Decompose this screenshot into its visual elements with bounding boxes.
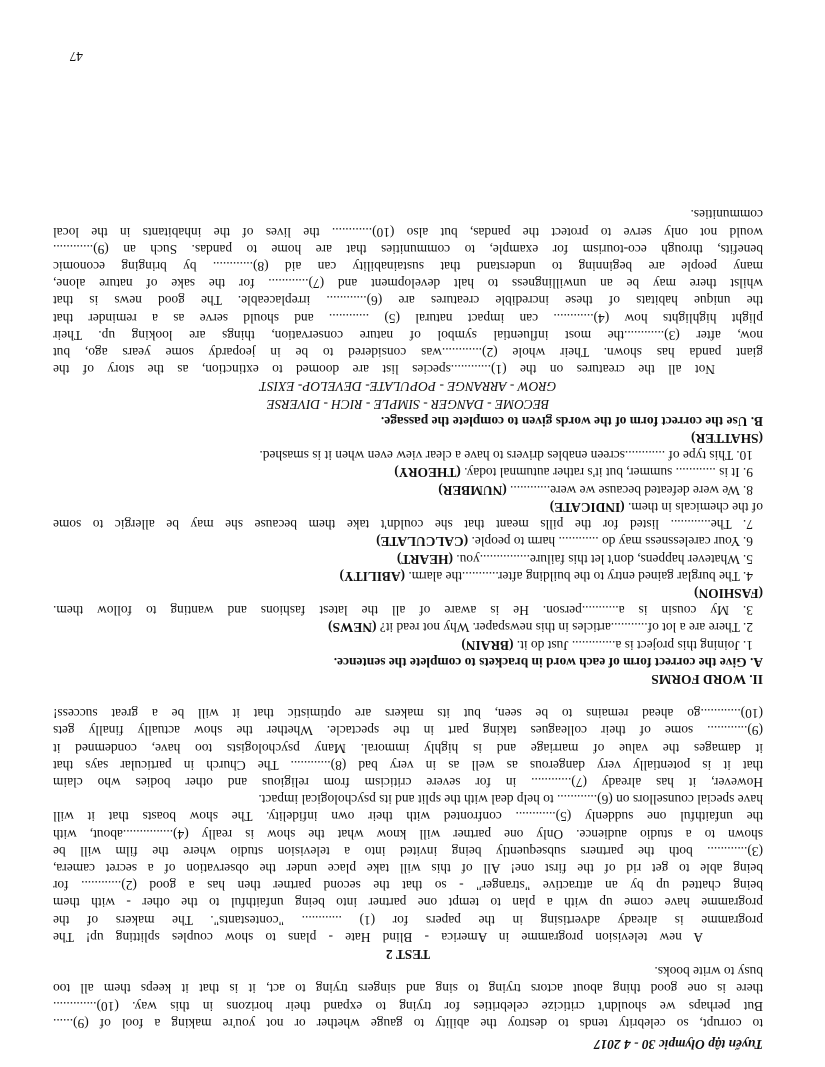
question-word: (INDICATE) (549, 499, 625, 515)
word-bank-line: GROW - ARRANGE - POPULATE- DEVELOP- EXIST (259, 379, 557, 395)
text-line: A new television programme in America - Blind Hate - plans to show couples splitting up! The (53, 929, 703, 945)
text-line: programme is already advertising in the papers for (1) ............ "contestants". The makers of the (53, 912, 763, 928)
text-line: (3)............ both the partners subsequently being invited into a television studio where the film will be (53, 843, 763, 859)
question-item (53, 602, 763, 619)
question-word: (SHATTER) (691, 431, 763, 447)
text-line: there is one good thing about actors trying to sing and singers trying to act, it is that it keeps them all too (53, 981, 763, 997)
question-word: (FASHION) (694, 585, 763, 601)
question-item (53, 447, 763, 464)
text-line: it damages the value of marriage and is highly immoral. Many psychologists too have, condemned it (53, 740, 763, 756)
question-word: (NUMBER) (438, 482, 507, 498)
question-word: (CALCULATE) (376, 534, 469, 550)
text-line: busy to write books. (654, 964, 763, 980)
text-line: the unfaithful one suddenly (5)............ confronted with their own infidelity. The show boasts that it will (53, 809, 763, 825)
text-line: the unique habitats of these incredible creatures are (6)............ irreplaceable. The good news is that (53, 293, 763, 309)
text-line: But perhaps we shouldn't criticize celebrities for trying to expand their horizons in this way. (10)............. (53, 998, 763, 1014)
text-line: being chatted up by an attractive "stranger" - so that the second partner then has a good (2)............ for (53, 878, 763, 894)
question-word: (THEORY) (394, 465, 461, 481)
question-word: (NEWS) (328, 620, 377, 636)
question-text: 7. The............ listed for the pills meant that she couldn't take them because she may be allergic to some (53, 517, 753, 533)
test2-title: TEST 2 (385, 946, 431, 962)
question-text: 2. There are a lot of...........articles in this newspaper. Why not read it? (376, 620, 753, 636)
text-line: communities. (690, 207, 763, 223)
question-word: (ABILITY) (339, 568, 406, 584)
question-text: 8. We were defeated because we were............ (506, 482, 753, 498)
text-line: (9)............ some of their colleagues taking part in the spectacle. Whether the show actually finally gets (53, 723, 763, 739)
text-line: have special counsellors on (6)............ to help deal with the split and its psychological impact. (258, 792, 763, 808)
question-text: 6. Your carelessness may do ............ harm to people. (468, 534, 753, 550)
question-text: 10. This type of ............screen enables drivers to have a clear view even when it is smashed. (259, 448, 753, 464)
text-line: that it is potentially very dangerous as well as in very bad (8)............ The Church in particular says that (53, 757, 763, 773)
question-item (53, 516, 763, 533)
word-bank-line: BECOME - DANGER - SIMPLE - RICH - DIVERSE (266, 396, 550, 412)
question-item (53, 619, 763, 636)
question-item (53, 430, 763, 447)
text-line: shown to a studio audience. Only one partner will know what the show is really (4)...............about, with (53, 826, 763, 842)
text-line: to corrupt, so celebrity tends to destroy the ability to gauge whether or not you're making a fool of (9)...... (53, 1015, 763, 1031)
question-word: (BRAIN) (461, 637, 514, 653)
text-line: Not all the creatures on the (1)............species list are doomed to extinction, as the story of the (53, 362, 715, 378)
question-item (53, 482, 763, 499)
section-a-title: A. Give the correct form of each word in brackets to complete the sentence. (333, 654, 763, 670)
question-item (53, 585, 763, 602)
text-line: programme have come up with a plan to tempt one partner into being unfaithful to the other - with them (53, 895, 763, 911)
word-forms-title: II. WORD FORMS (651, 671, 763, 687)
text-line: being able to get rid of the first one! All of this will take place under the observation of a secret camera, (53, 860, 763, 876)
question-text: 4. The burglar gained entry to the building after...........the alarm. (405, 568, 753, 584)
text-line: now, after (3)............the most influential symbol of nature conservation, things are looking up. Their (53, 327, 763, 343)
question-text: of the chemicals in them. (624, 499, 763, 515)
question-text: 9. It is ............ summer, but it's rather autumnal today. (460, 465, 753, 481)
question-item (53, 550, 763, 567)
question-text: 3. My cousin is a...........person. He is aware of all the latest fashions and wanting to follow them. (53, 603, 753, 619)
text-line: many people are beginning to understand that sustainability can aid (8)............ by bringing economic (53, 259, 763, 275)
text-line: (10)............go ahead remains to be seen, but its makers are optimistic that it will be a great success! (53, 706, 763, 722)
text-line: giant panda has shown. Their whole (2)............was considered to be in jeopardy some years ago, but (53, 345, 763, 361)
text-line: plight highlights how (4)............ can impact natural (5) ............ and should serve as a reminder that (53, 310, 763, 326)
question-item (53, 568, 763, 585)
text-line: However, it has already (7)............ in for severe criticism from religious and other bodies who claim (53, 774, 763, 790)
question-item (53, 499, 763, 516)
question-item (53, 636, 763, 653)
page-content (53, 206, 763, 1053)
question-item (53, 464, 763, 481)
question-word: (HEART) (396, 551, 453, 567)
text-line: whilst there may be an unwillingness to halt development and (7)............ for the sake of nature alone, (53, 276, 763, 292)
page-header: Tuyển tập Olympic 30 - 4 2017 (593, 1037, 763, 1052)
section-b-title: B. Use the correct form of the words given to complete the passage. (380, 413, 763, 429)
section-b-passage (53, 206, 763, 378)
page-number: 47 (69, 49, 83, 64)
question-text: 5. Whatever happens, don't let this failure...............you. (452, 551, 753, 567)
question-text: 1. Joining this project is a............. Just do it. (513, 637, 753, 653)
spacer (53, 688, 763, 705)
section-a-items (53, 430, 763, 654)
intro-paragraph (53, 963, 763, 1032)
question-item (53, 533, 763, 550)
text-line: would not only serve to protect the pandas, but also (10)............ the lives of the inhabitants in the local (53, 224, 763, 240)
test2-passage (53, 705, 763, 946)
text-line: benefits, through eco-tourism for example, to communities that are home to pandas. Such an (9)............ (53, 241, 763, 257)
